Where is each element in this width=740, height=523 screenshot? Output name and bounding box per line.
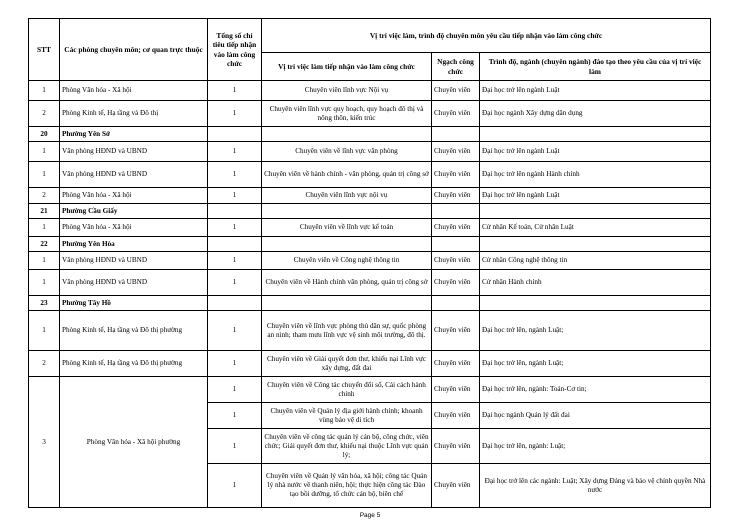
section-row <box>29 127 711 142</box>
row-unit: Phòng Văn hóa - Xã hội <box>60 219 208 237</box>
row-position: Chuyên viên về Quản lý văn hóa, xã hội; công tác Quản lý nhà nước về thanh niên, hội; thực hiện công tác Đào tạo bồi dưỡng, tổ chức cán bộ, biên chế <box>262 464 432 508</box>
row-qualification: Đại học trở lên ngành Hành chính <box>480 162 711 188</box>
row-stt: 1 <box>29 162 60 188</box>
row-stt: 1 <box>29 81 60 101</box>
row-position: Chuyên viên lĩnh vực Nội vụ <box>262 81 432 101</box>
row-total: 1 <box>208 403 262 429</box>
table-row <box>29 311 711 351</box>
row-qualification: Đại học trở lên ngành Luật <box>480 142 711 162</box>
section-number: 23 <box>29 296 60 311</box>
row-qualification: Cử nhân Kế toán, Cử nhân Luật <box>480 219 711 237</box>
row-rank: Chuyên viên <box>432 252 480 270</box>
row-position: Chuyên viên về Quản lý địa giới hành chính; khoanh vùng bảo vệ di tích <box>262 403 432 429</box>
row-rank: Chuyên viên <box>432 219 480 237</box>
row-total: 1 <box>208 311 262 351</box>
empty-cell <box>432 296 480 311</box>
table-row <box>29 252 711 270</box>
empty-cell <box>262 296 432 311</box>
row-unit: Phòng Văn hóa - Xã hội <box>60 81 208 101</box>
section-row <box>29 296 711 311</box>
row-rank: Chuyên viên <box>432 311 480 351</box>
row-qualification: Đại học trở lên, ngành: Luật; <box>480 429 711 464</box>
section-number: 20 <box>29 127 60 142</box>
empty-cell <box>480 204 711 219</box>
section-row <box>29 237 711 252</box>
row-position: Chuyên viên về Công tác chuyển đổi số, Cải cách hành chính <box>262 377 432 403</box>
section-name: Phường Cầu Giấy <box>60 204 208 219</box>
row-position: Chuyên viên về lĩnh vực kế toán <box>262 219 432 237</box>
table-row <box>29 270 711 296</box>
row-stt: 1 <box>29 219 60 237</box>
row-position: Chuyên viên về công tác quản lý cán bộ, công chức, viên chức; Giải quyết đơn thư, khiếu nại thuộc Lĩnh vực quản lý; <box>262 429 432 464</box>
row-stt: 3 <box>29 377 60 508</box>
table-row <box>29 219 711 237</box>
row-stt: 1 <box>29 311 60 351</box>
row-position: Chuyên viên về Giải quyết đơn thư, khiếu nại Lĩnh vực xây dựng, đất đai <box>262 351 432 377</box>
row-rank: Chuyên viên <box>432 351 480 377</box>
row-total: 1 <box>208 252 262 270</box>
empty-cell <box>208 237 262 252</box>
section-name: Phường Yên Hòa <box>60 237 208 252</box>
row-qualification: Đại học trở lên ngành Luật <box>480 81 711 101</box>
header-rank: Ngạch công chức <box>432 53 480 81</box>
section-row <box>29 204 711 219</box>
table-row <box>29 81 711 101</box>
row-total: 1 <box>208 219 262 237</box>
row-total: 1 <box>208 464 262 508</box>
row-total: 1 <box>208 162 262 188</box>
page-number: Page 5 <box>359 512 381 519</box>
header-position: Vị trí việc làm tiếp nhận vào làm công chức <box>262 53 432 81</box>
table-row <box>29 162 711 188</box>
row-rank: Chuyên viên <box>432 464 480 508</box>
row-unit: Phòng Kinh tế, Hạ tầng và Đô thị phường <box>60 311 208 351</box>
row-qualification: Đại học trở lên các ngành: Luật; Xây dựng Đảng và bảo vệ chính quyền Nhà nước <box>480 464 711 508</box>
row-rank: Chuyên viên <box>432 429 480 464</box>
row-rank: Chuyên viên <box>432 270 480 296</box>
row-total: 1 <box>208 351 262 377</box>
row-rank: Chuyên viên <box>432 162 480 188</box>
row-unit: Phòng Văn hóa - Xã hội phường <box>60 377 208 508</box>
row-unit: Văn phòng HĐND và UBND <box>60 162 208 188</box>
header-unit: Các phòng chuyên môn; cơ quan trực thuộc <box>60 19 208 81</box>
table-row <box>29 188 711 204</box>
row-qualification: Đại học ngành Xây dựng dân dụng <box>480 101 711 127</box>
row-rank: Chuyên viên <box>432 188 480 204</box>
table-row <box>29 377 711 403</box>
row-position: Chuyên viên về Công nghệ thông tin <box>262 252 432 270</box>
row-unit: Văn phòng HĐND và UBND <box>60 142 208 162</box>
table-row <box>29 101 711 127</box>
empty-cell <box>262 127 432 142</box>
empty-cell <box>208 296 262 311</box>
header-stt: STT <box>29 19 60 81</box>
section-number: 22 <box>29 237 60 252</box>
row-qualification: Đại học trở lên, ngành: Toán-Cơ tin; <box>480 377 711 403</box>
recruitment-table <box>28 18 711 508</box>
section-name: Phường Tây Hồ <box>60 296 208 311</box>
row-position: Chuyên viên về lĩnh vực phòng thủ dân sự, quốc phòng an ninh; tham mưu lĩnh vực vệ sinh môi trường, đô thị. <box>262 311 432 351</box>
row-rank: Chuyên viên <box>432 101 480 127</box>
row-position: Chuyên viên về lĩnh vực văn phòng <box>262 142 432 162</box>
row-unit: Phòng Văn hóa - Xã hội <box>60 188 208 204</box>
row-unit: Văn phòng HĐND và UBND <box>60 270 208 296</box>
empty-cell <box>480 237 711 252</box>
section-number: 21 <box>29 204 60 219</box>
row-rank: Chuyên viên <box>432 142 480 162</box>
row-total: 1 <box>208 188 262 204</box>
empty-cell <box>208 204 262 219</box>
table-row <box>29 142 711 162</box>
row-qualification: Cử nhân Hành chính <box>480 270 711 296</box>
header-qualification: Trình độ, ngành (chuyên ngành) đào tạo theo yêu cầu của vị trí việc làm <box>480 53 711 81</box>
row-qualification: Cử nhân Công nghệ thông tin <box>480 252 711 270</box>
row-total: 1 <box>208 270 262 296</box>
empty-cell <box>208 127 262 142</box>
row-unit: Phòng Kinh tế, Hạ tầng và Đô thị phường <box>60 351 208 377</box>
row-rank: Chuyên viên <box>432 81 480 101</box>
row-stt: 1 <box>29 270 60 296</box>
row-position: Chuyên viên lĩnh vực nội vụ <box>262 188 432 204</box>
row-stt: 2 <box>29 351 60 377</box>
empty-cell <box>432 237 480 252</box>
row-position: Chuyên viên về hành chính - văn phòng, quản trị công sở <box>262 162 432 188</box>
row-unit: Phòng Kinh tế, Hạ tầng và Đô thị <box>60 101 208 127</box>
row-rank: Chuyên viên <box>432 403 480 429</box>
row-qualification: Đại học trở lên, ngành Luật; <box>480 351 711 377</box>
empty-cell <box>432 127 480 142</box>
row-total: 1 <box>208 101 262 127</box>
empty-cell <box>262 204 432 219</box>
table-row <box>29 351 711 377</box>
row-total: 1 <box>208 142 262 162</box>
empty-cell <box>432 204 480 219</box>
row-position: Chuyên viên về Hành chính văn phòng, quản trị công sở <box>262 270 432 296</box>
empty-cell <box>480 127 711 142</box>
row-total: 1 <box>208 377 262 403</box>
section-name: Phường Yên Sở <box>60 127 208 142</box>
row-unit: Văn phòng HĐND và UBND <box>60 252 208 270</box>
empty-cell <box>262 237 432 252</box>
row-stt: 2 <box>29 188 60 204</box>
row-stt: 1 <box>29 252 60 270</box>
row-stt: 1 <box>29 142 60 162</box>
row-stt: 2 <box>29 101 60 127</box>
row-total: 1 <box>208 429 262 464</box>
row-rank: Chuyên viên <box>432 377 480 403</box>
row-position: Chuyên viên lĩnh vực quy hoạch, quy hoạch đô thị và nông thôn, kiến trúc <box>262 101 432 127</box>
header-total: Tổng số chỉ tiêu tiếp nhận vào làm công chức <box>208 19 262 81</box>
table-body <box>29 81 711 508</box>
empty-cell <box>480 296 711 311</box>
row-qualification: Đại học trở lên ngành Luật <box>480 188 711 204</box>
row-qualification: Đại học ngành Quản lý đất đai <box>480 403 711 429</box>
row-total: 1 <box>208 81 262 101</box>
row-qualification: Đại học trở lên, ngành Luật; <box>480 311 711 351</box>
header-group: Vị trí việc làm, trình độ chuyên môn yêu cầu tiếp nhận vào làm công chức <box>262 19 711 53</box>
